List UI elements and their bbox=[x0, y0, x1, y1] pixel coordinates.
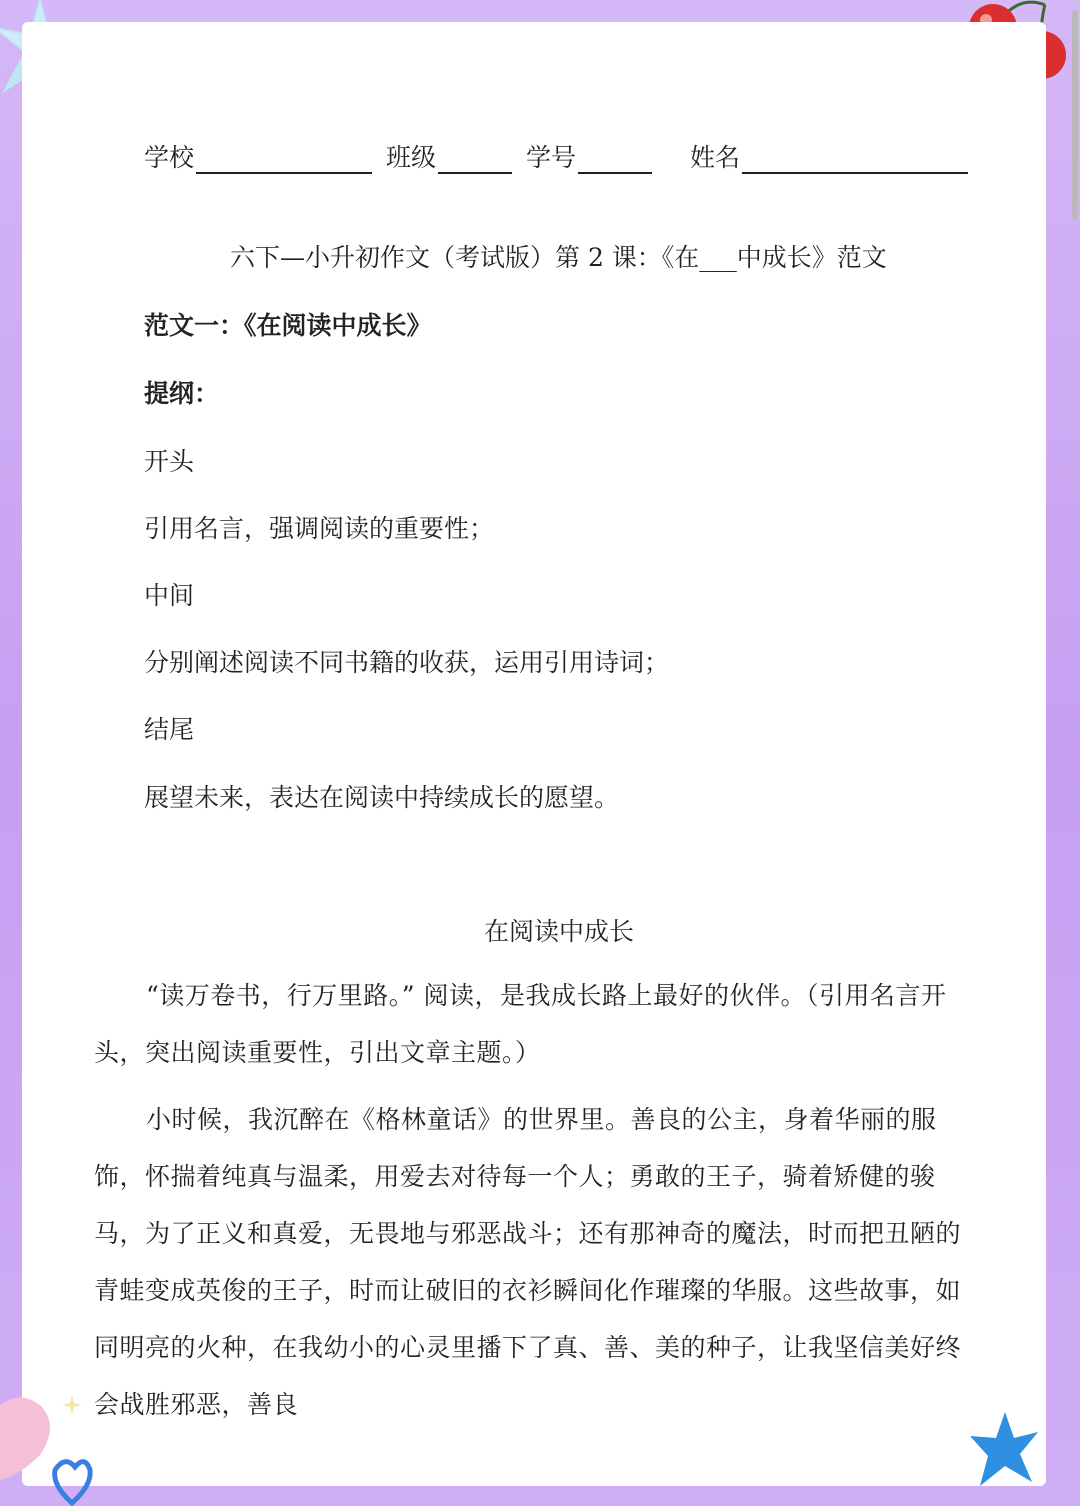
heart-icon bbox=[0, 1385, 100, 1506]
outline-item: 引用名言，强调阅读的重要性； bbox=[144, 514, 495, 543]
outline-label: 提纲： bbox=[144, 379, 220, 408]
class-label: 班级 bbox=[386, 143, 437, 172]
essay-title: 在阅读中成长 bbox=[484, 917, 635, 946]
class-blank[interactable] bbox=[438, 146, 512, 174]
essay-paragraph: “读万卷书，行万里路。” 阅读，是我成长路上最好的伙伴。（引用名言开头，突出阅读重要性，引出文章主题。） bbox=[94, 981, 947, 1067]
outline-item: 开头 bbox=[144, 447, 195, 476]
outline-item: 展望未来，表达在阅读中持续成长的愿望。 bbox=[144, 783, 620, 812]
school-label: 学校 bbox=[144, 143, 195, 172]
outline-item: 分别阐述阅读不同书籍的收获，运用引用诗词； bbox=[144, 648, 670, 677]
essay-paragraph: 小时候，我沉醉在《格林童话》的世界里。善良的公主，身着华丽的服饰，怀揣着纯真与温柔，用爱去对待每一个人；勇敢的王子，骑着矫健的骏马，为了正义和真爱，无畏地与邪恶战斗；还有那神奇的魔法，时而把丑陋的青蛙变成英俊的王子，时而让破旧的衣衫瞬间化作璀璨的华服。这些故事，如同明亮的火种，在我幼小的心灵里播下了真、善、美的种子，让我坚信美好终会战胜邪恶，善良 bbox=[94, 1105, 962, 1419]
doc-title: 六下—小升初作文（考试版）第 2 课：《在___中成长》范文 bbox=[230, 243, 887, 272]
outline-item: 中间 bbox=[144, 581, 195, 610]
name-label: 姓名 bbox=[690, 143, 741, 172]
name-field[interactable] bbox=[690, 138, 968, 174]
star-icon bbox=[970, 1410, 1040, 1490]
sample-heading: 范文一：《在阅读中成长》 bbox=[144, 311, 432, 340]
student-no-blank[interactable] bbox=[578, 146, 652, 174]
scrollbar[interactable] bbox=[1072, 10, 1078, 220]
name-blank[interactable] bbox=[742, 146, 968, 174]
school-blank[interactable] bbox=[196, 146, 372, 174]
student-no-field[interactable] bbox=[526, 138, 652, 174]
student-no-label: 学号 bbox=[526, 143, 577, 172]
class-field[interactable] bbox=[386, 138, 512, 174]
outline-item: 结尾 bbox=[144, 715, 195, 744]
school-field[interactable] bbox=[144, 138, 372, 174]
student-info-row bbox=[144, 138, 974, 178]
